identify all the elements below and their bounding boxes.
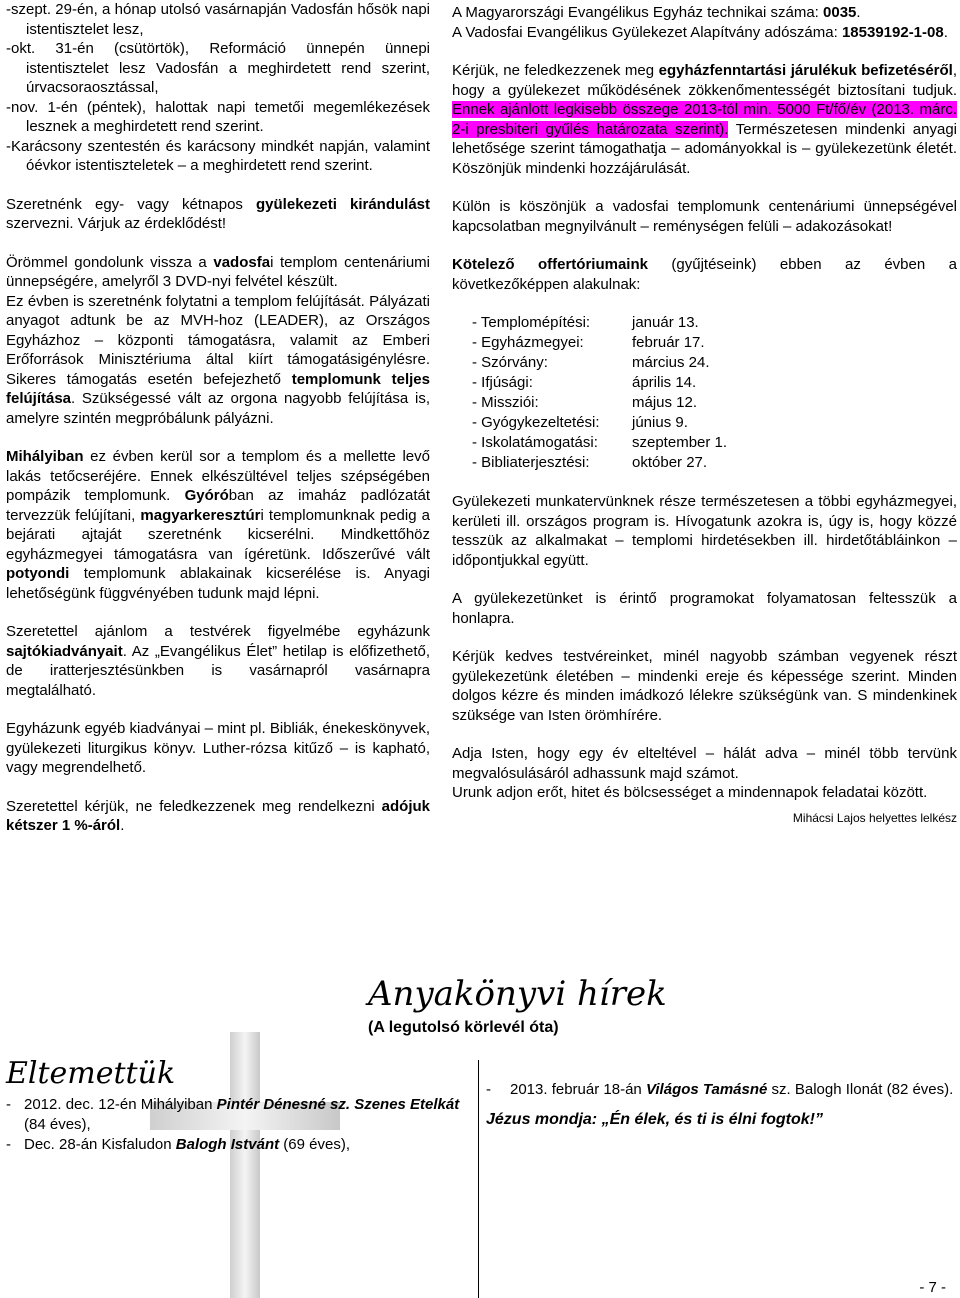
offertory-intro: Kötelező offertóriumaink (gyűjtéseink) ebben az évben a következőképpen alakulnak: bbox=[452, 256, 957, 293]
website-paragraph: A gyülekezetünket is érintő programokat folyamatosan feltesszük a honlapra. bbox=[452, 590, 957, 627]
right-column bbox=[452, 3, 957, 828]
publications-paragraph: Egyházunk egyéb kiadványai – mint pl. Bibliák, énekeskönyvek, gyülekezeti liturgikus könyv. Luther-rózsa kitűző – is kapható, vagy megrendelhető. bbox=[6, 720, 430, 776]
offertory-row: - Bibliaterjesztési: október 27. bbox=[472, 454, 708, 471]
schedule-item: -szept. 29-én, a hónap utolsó vasárnapján Vadosfán hősök napi istentisztelet lesz, bbox=[6, 1, 430, 38]
page-number: - 7 - bbox=[919, 1279, 946, 1296]
offertory-row: - Gyógykezeltetési: június 9. bbox=[472, 414, 688, 431]
cross-icon bbox=[150, 1032, 340, 1298]
foundation-tax-number: A Vadosfai Evangélikus Gyülekezet Alapítvány adószáma: 18539192-1-08. bbox=[452, 23, 948, 41]
press-paragraph: Szeretettel ajánlom a testvérek figyelmébe egyházunk sajtókiadványait. Az „Evangélikus Élet” hetilap is előfizethető, de iratterjesztésünkben is vasárnapról vasárnapra megtalálható. bbox=[6, 623, 430, 699]
left-column bbox=[6, 0, 430, 836]
invite-paragraph: Kérjük kedves testvéreinket, minél nagyobb számban vegyenek részt gyülekezetünk életében – mindenki ereje és képessége szerint. Minden dolgos kézre és minden imádkozó lélekre szükségünk van. S mindenkinek szüksége van Isten örömhírére. bbox=[452, 648, 957, 724]
death-entry: - 2012. dec. 12-én Mihályiban Pintér Dénesné sz. Szenes Etelkát (84 éves), bbox=[6, 1096, 460, 1133]
thanks-paragraph: Külön is köszönjük a vadosfai templomunk centenáriumi ünnepségével kapcsolatban megnyilvánult – reménységen felüli – adakozásokat! bbox=[452, 198, 957, 235]
births-list bbox=[486, 1080, 956, 1130]
highlighted-fee-amount: Ennek ajánlott legkisebb összege 2013-tól min. 5000 Ft/fő/év (2013. márc. 2-i presbiteri gyűlés határozata szerint). bbox=[452, 101, 957, 138]
tax-paragraph: Szeretettel kérjük, ne feledkezzenek meg rendelkezni adójuk kétszer 1 %-áról. bbox=[6, 797, 430, 834]
registry-title: Anyakönyvi hírek bbox=[368, 974, 667, 1014]
schedule-item: -nov. 1-én (péntek), halottak napi temetői megemlékezések lesznek a meghirdetett rend szerint. bbox=[6, 98, 430, 135]
offertory-row: - Ifjúsági: április 14. bbox=[472, 374, 697, 391]
offertory-table bbox=[472, 313, 727, 473]
schedule-item: -okt. 31-én (csütörtök), Reformáció ünnepén ünnepi istentisztelet lesz Vadosfán a meghirdetett rend szerint, úrvacsoraosztással, bbox=[6, 40, 430, 96]
offertory-row: - Egyházmegyei: február 17. bbox=[472, 334, 705, 351]
excursion-paragraph: Szeretnénk egy- vagy kétnapos gyülekezeti kirándulást szervezni. Várjuk az érdeklődést! bbox=[6, 195, 431, 232]
church-fee-paragraph: Kérjük, ne feledkezzenek meg egyházfenntartási járulékuk befizetéséről, hogy a gyülekezet működésének zökkenőmentességét biztosítani tudjuk. Ennek ajánlott legkisebb összege 2013-tól min. 5000 Ft/fő/év (2013. márc. 2-i presbiteri gyűlés határozata szerint). Természetesen mindenki anyagi lehetősége szerint támogathatja – adományokkal is – gyülekezetünk életét. Köszönjük mindenki hozzájárulását. bbox=[452, 62, 958, 177]
deaths-title: Eltemettük bbox=[6, 1056, 176, 1091]
centenary-paragraph: Örömmel gondolunk vissza a vadosfai templom centenáriumi ünnepségére, amelyről 3 DVD-nyi felvétel készült. bbox=[6, 253, 431, 290]
offertory-row: - Missziói: május 12. bbox=[472, 394, 698, 411]
offertory-row: - Szórvány: március 24. bbox=[472, 354, 710, 371]
column-divider bbox=[478, 1060, 479, 1298]
church-technical-number: A Magyarországi Evangélikus Egyház technikai száma: 0035. bbox=[452, 4, 861, 21]
bible-quote: Jézus mondja: „Én élek, és ti is élni fogtok!” bbox=[486, 1111, 823, 1128]
blessing-paragraph: Adja Isten, hogy egy év elteltével – hálát adva – minél több tervünk megvalósulásáról adhassunk majd számot. bbox=[452, 745, 957, 782]
roof-paragraph: Mihályiban ez évben kerül sor a templom és a mellette levő lakás tetőcseréjére. Ennek elkészültével teljes szépségében pompázik templomunk. Gyóróban az imaház padlózatát tervezzük felújítani, magyarkeresztúri templomunknak pedig a bejárati ajtaját szeretnénk kicserélni. Mindkettőhöz egyházmegyei támogatásra van ígéretünk. Időszerűvé vált potyondi templomunk ablakainak kicserélése is. Anyagi lehetőségünk függvényében tudunk majd lépni. bbox=[6, 448, 431, 602]
renovation-paragraph: Ez évben is szeretnénk folytatni a templom felújítását. Pályázati anyagot adtunk be az MVH-hoz (LEADER), az Országos Egyházhoz – központi támogatásra, valamit az Emberi Erőforrások Minisztériuma által kiírt támogatásigénylésre. Sikeres támogatás esetén befejezhető templomunk teljes felújítása. Szükségessé vált az orgona nagyobb felújítása is, amelyre szintén megpróbálunk pályázni. bbox=[6, 292, 430, 427]
deaths-list bbox=[6, 1095, 476, 1155]
death-entry: - Dec. 28-án Kisfaludon Balogh Istvánt (69 éves), bbox=[6, 1136, 350, 1153]
signature: Mihácsi Lajos helyettes lelkész bbox=[792, 810, 957, 825]
schedule-item: -Karácsony szentestén és karácsony mindkét napján, valamint óévkor istentiszteletek – a meghirdetett rend szerint. bbox=[6, 137, 430, 174]
offertory-row: - Iskolatámogatási: szeptember 1. bbox=[472, 434, 728, 451]
registry-subtitle: (A legutolsó körlevél óta) bbox=[368, 1019, 559, 1036]
birth-entry: - 2013. február 18-án Világos Tamásné sz. Balogh Ilonát (82 éves). bbox=[486, 1081, 954, 1098]
blessing-paragraph: Urunk adjon erőt, hitet és bölcsességet a mindennapok feladatai között. bbox=[452, 784, 928, 801]
offertory-row: - Templomépítési: január 13. bbox=[472, 314, 699, 331]
workplan-paragraph: Gyülekezeti munkatervünknek része természetesen a többi egyházmegyei, kerületi ill. országos program is. Hívogatunk azokra is, úgy is, hogy közzé tesszük az alkalmakat – templomi hirdetésekben ill. hirdetőtábláinkon – időpontjukkal együtt. bbox=[452, 493, 957, 569]
